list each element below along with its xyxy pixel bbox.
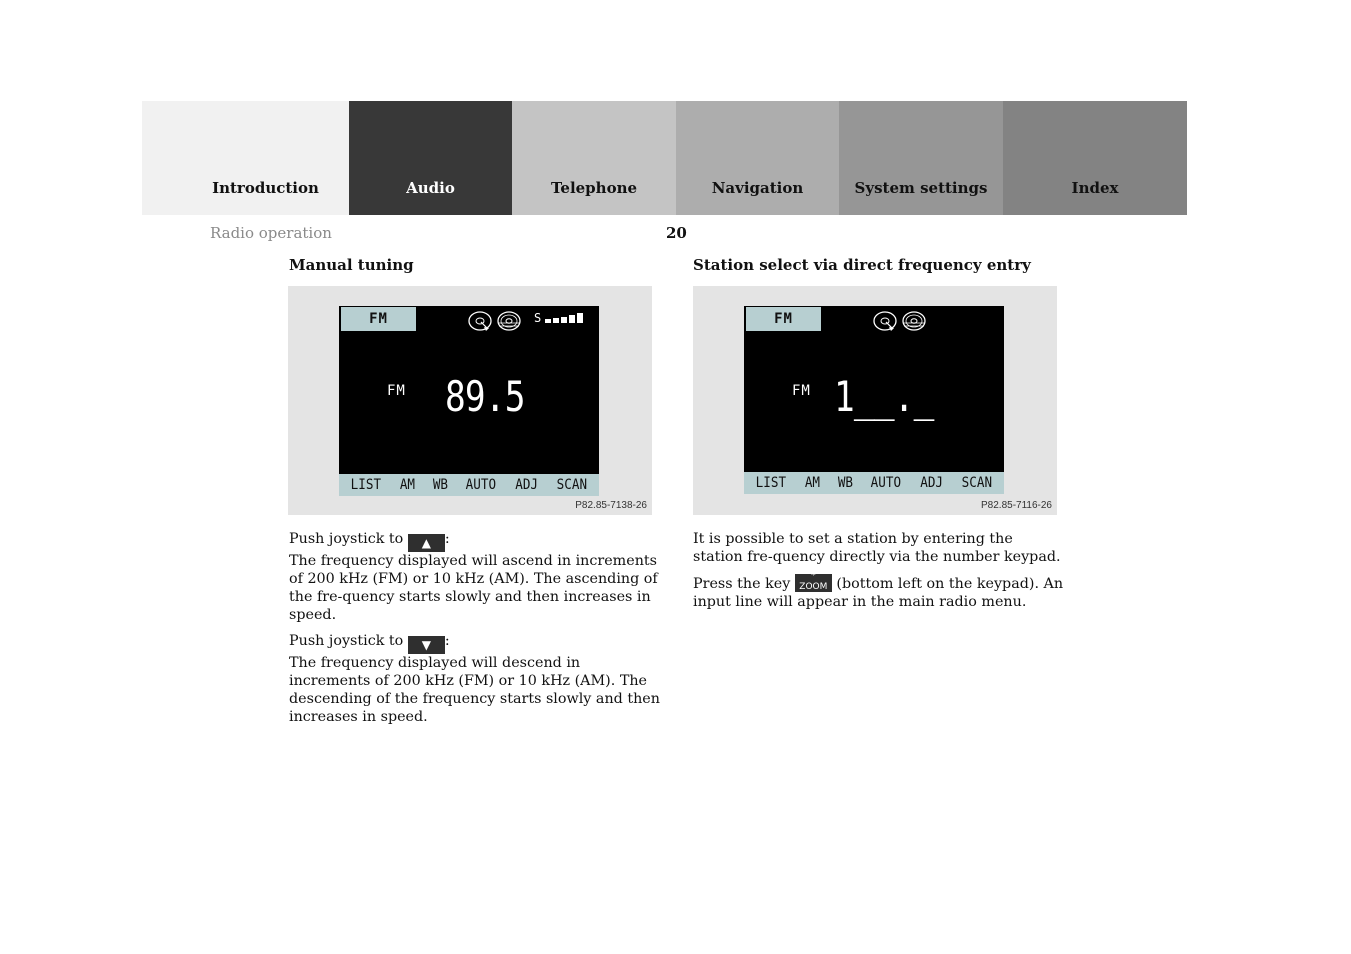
band-tab: FM: [341, 307, 416, 331]
signal-bar: [569, 315, 575, 323]
zoom-key-icon: [795, 571, 832, 592]
text-prefix: Press the key: [693, 576, 791, 592]
softkey-list[interactable]: LIST: [755, 475, 787, 491]
signal-bar: [545, 319, 551, 323]
softkey-list[interactable]: LIST: [350, 477, 382, 493]
zoom-key-star: *: [811, 571, 816, 581]
tab-label: Introduction: [212, 179, 319, 197]
signal-bar: [577, 313, 583, 323]
text-prefix: Push joystick to: [289, 633, 404, 649]
tab-label: Telephone: [550, 179, 638, 197]
tab-audio[interactable]: [349, 101, 512, 215]
band-label: FM: [387, 383, 406, 399]
signal-bar: [553, 318, 559, 323]
text-body: The frequency displayed will descend in increments of 200 kHz (FM) or 10 kHz (AM). The descending of the frequency starts slowly and then increases in speed.: [289, 655, 660, 725]
disc-icon: [496, 310, 524, 332]
text-suffix: :: [444, 531, 450, 547]
text-body: The frequency displayed will ascend in increments of 200 kHz (FM) or 10 kHz (AM). The ascending of the fre-quency starts slowly and then increases in speed.: [289, 553, 658, 623]
signal-strength-icon: [534, 313, 583, 323]
softkey-bar: [744, 472, 1004, 494]
tab-system-settings[interactable]: [839, 101, 1003, 215]
signal-prefix: S: [534, 311, 542, 325]
paragraph-descend: [289, 632, 661, 726]
figure-direct-entry: [693, 286, 1057, 515]
softkey-wb[interactable]: WB: [432, 477, 448, 493]
heading-manual-tuning: Manual tuning: [289, 256, 414, 274]
frequency-readout: 89.5: [445, 372, 525, 421]
tab-telephone[interactable]: [512, 101, 676, 215]
direct-entry-text: [693, 530, 1065, 619]
softkey-scan[interactable]: SCAN: [556, 477, 588, 493]
tab-introduction[interactable]: [142, 101, 349, 215]
softkey-auto[interactable]: AUTO: [466, 477, 497, 493]
softkey-auto[interactable]: AUTO: [871, 475, 902, 491]
paragraph-zoom-key: [693, 571, 1065, 611]
softkey-am[interactable]: AM: [804, 475, 820, 491]
tab-label: Navigation: [711, 179, 804, 197]
radio-display: [744, 306, 1004, 494]
zoom-key-label: ZOOM: [799, 582, 828, 592]
softkey-scan[interactable]: SCAN: [961, 475, 993, 491]
radio-display: [339, 306, 599, 496]
tab-index[interactable]: [1003, 101, 1187, 215]
figure-code: P82.85-7116-26: [981, 500, 1052, 511]
softkey-am[interactable]: AM: [399, 477, 415, 493]
text-suffix: (bottom left on the keypad). An input line will appear in the main radio menu.: [693, 576, 1064, 610]
tab-label: Index: [1071, 179, 1119, 197]
cd-changer-icon: [872, 310, 900, 332]
joystick-up-icon: ▲: [408, 534, 445, 552]
softkey-wb[interactable]: WB: [837, 475, 853, 491]
cd-changer-icon: [467, 310, 495, 332]
tab-label: Audio: [406, 179, 455, 197]
text-prefix: Push joystick to: [289, 531, 404, 547]
softkey-bar: [339, 474, 599, 496]
page-number: 20: [666, 224, 687, 242]
paragraph-intro: It is possible to set a station by entering the station fre-quency directly via the number keypad.: [693, 531, 1061, 565]
signal-bar: [561, 317, 567, 323]
softkey-adj[interactable]: ADJ: [515, 477, 539, 493]
section-title: Radio operation: [210, 224, 332, 242]
text-suffix: :: [444, 633, 450, 649]
tab-label: System settings: [854, 179, 988, 197]
figure-code: P82.85-7138-26: [575, 500, 647, 511]
band-label: FM: [792, 383, 811, 399]
figure-manual-tuning: [288, 286, 652, 515]
chapter-tabs: [142, 101, 1187, 215]
manual-tuning-text: [289, 530, 661, 734]
paragraph-ascend: [289, 530, 661, 624]
joystick-down-icon: ▼: [408, 636, 445, 654]
tab-navigation[interactable]: [676, 101, 839, 215]
band-tab: FM: [746, 307, 821, 331]
heading-direct-frequency-entry: Station select via direct frequency entry: [693, 256, 1031, 274]
disc-icon: [901, 310, 929, 332]
frequency-input-line: 1__._: [834, 372, 934, 421]
softkey-adj[interactable]: ADJ: [920, 475, 944, 491]
